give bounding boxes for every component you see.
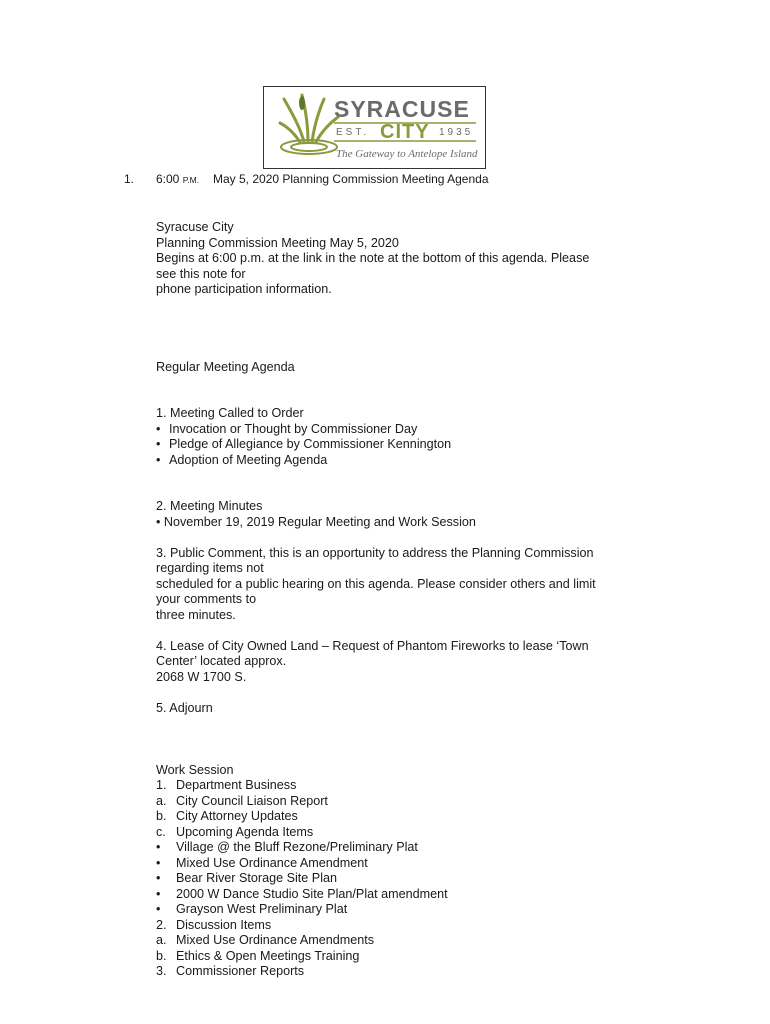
intro-line: Planning Commission Meeting May 5, 2020 [156,235,399,250]
intro-line: Begins at 6:00 p.m. at the link in the note at the bottom of this agenda. Please [156,251,590,265]
list-item: b. City Attorney Updates [156,809,298,823]
list-item: 3. Commissioner Reports [156,964,305,978]
logo-name-bottom: CITY [380,121,430,143]
work-session-list [156,778,636,980]
logo-est: EST. [336,127,370,138]
list-item: • Bear River Storage Site Plan [156,871,338,885]
item1-bullets [156,422,636,469]
agenda-number: 1. [124,172,135,186]
water-ripple-icon [281,140,337,154]
agenda-title: May 5, 2020 Planning Commission Meeting Agenda [213,172,489,186]
logo-year: 1935 [439,127,474,138]
intro-line: phone participation information. [156,282,332,296]
item5-adjourn: 5. Adjourn [156,700,213,715]
cattail-icon [299,96,305,110]
agenda-body [156,220,636,980]
list-item: • Invocation or Thought by Commissioner Day [156,421,418,436]
syracuse-city-logo-graphic [264,87,485,168]
list-item: • Village @ the Bluff Rezone/Preliminary Plat [156,840,418,854]
intro-line: Syracuse City [156,220,234,234]
item1-label: 1. Meeting Called to Order [156,406,304,420]
list-item: a. City Council Liaison Report [156,793,328,808]
list-item: 2. Discussion Items [156,917,272,932]
item2-bullet: • November 19, 2019 Regular Meeting and Work Session [156,514,476,529]
list-item: • Mixed Use Ordinance Amendment [156,855,368,870]
regular-meeting-heading: Regular Meeting Agenda [156,359,295,374]
logo-tagline: The Gateway to Antelope Island [336,148,478,160]
list-item: • Adoption of Meeting Agenda [156,452,328,467]
intro-block [156,220,636,298]
list-item: • 2000 W Dance Studio Site Plan/Plat amendment [156,886,448,901]
item2-label: 2. Meeting Minutes [156,499,263,513]
city-logo [263,86,486,169]
item4-lease: 4. Lease of City Owned Land – Request of Phantom Fireworks to lease ‘Town Center’ located approx. 2068 W 1700 S. [156,638,589,684]
list-item: c. Upcoming Agenda Items [156,824,314,839]
list-item: • Pledge of Allegiance by Commissioner Kennington [156,437,452,451]
agenda-time: 6:00 P.M. [156,172,200,186]
list-item: a. Mixed Use Ordinance Amendments [156,933,375,947]
intro-line: see this note for [156,266,246,281]
list-item: • Grayson West Preliminary Plat [156,902,348,916]
reed-grass-icon [280,95,338,142]
item3-public-comment: 3. Public Comment, this is an opportunity to address the Planning Commission regarding items not scheduled for a public hearing on this agenda. Please consider others and limit your comments to three minutes. [156,545,596,622]
work-session-heading: Work Session [156,762,234,777]
logo-name-top: SYRACUSE [334,96,470,122]
list-item: 1. Department Business [156,778,297,792]
list-item: b. Ethics & Open Meetings Training [156,948,360,963]
